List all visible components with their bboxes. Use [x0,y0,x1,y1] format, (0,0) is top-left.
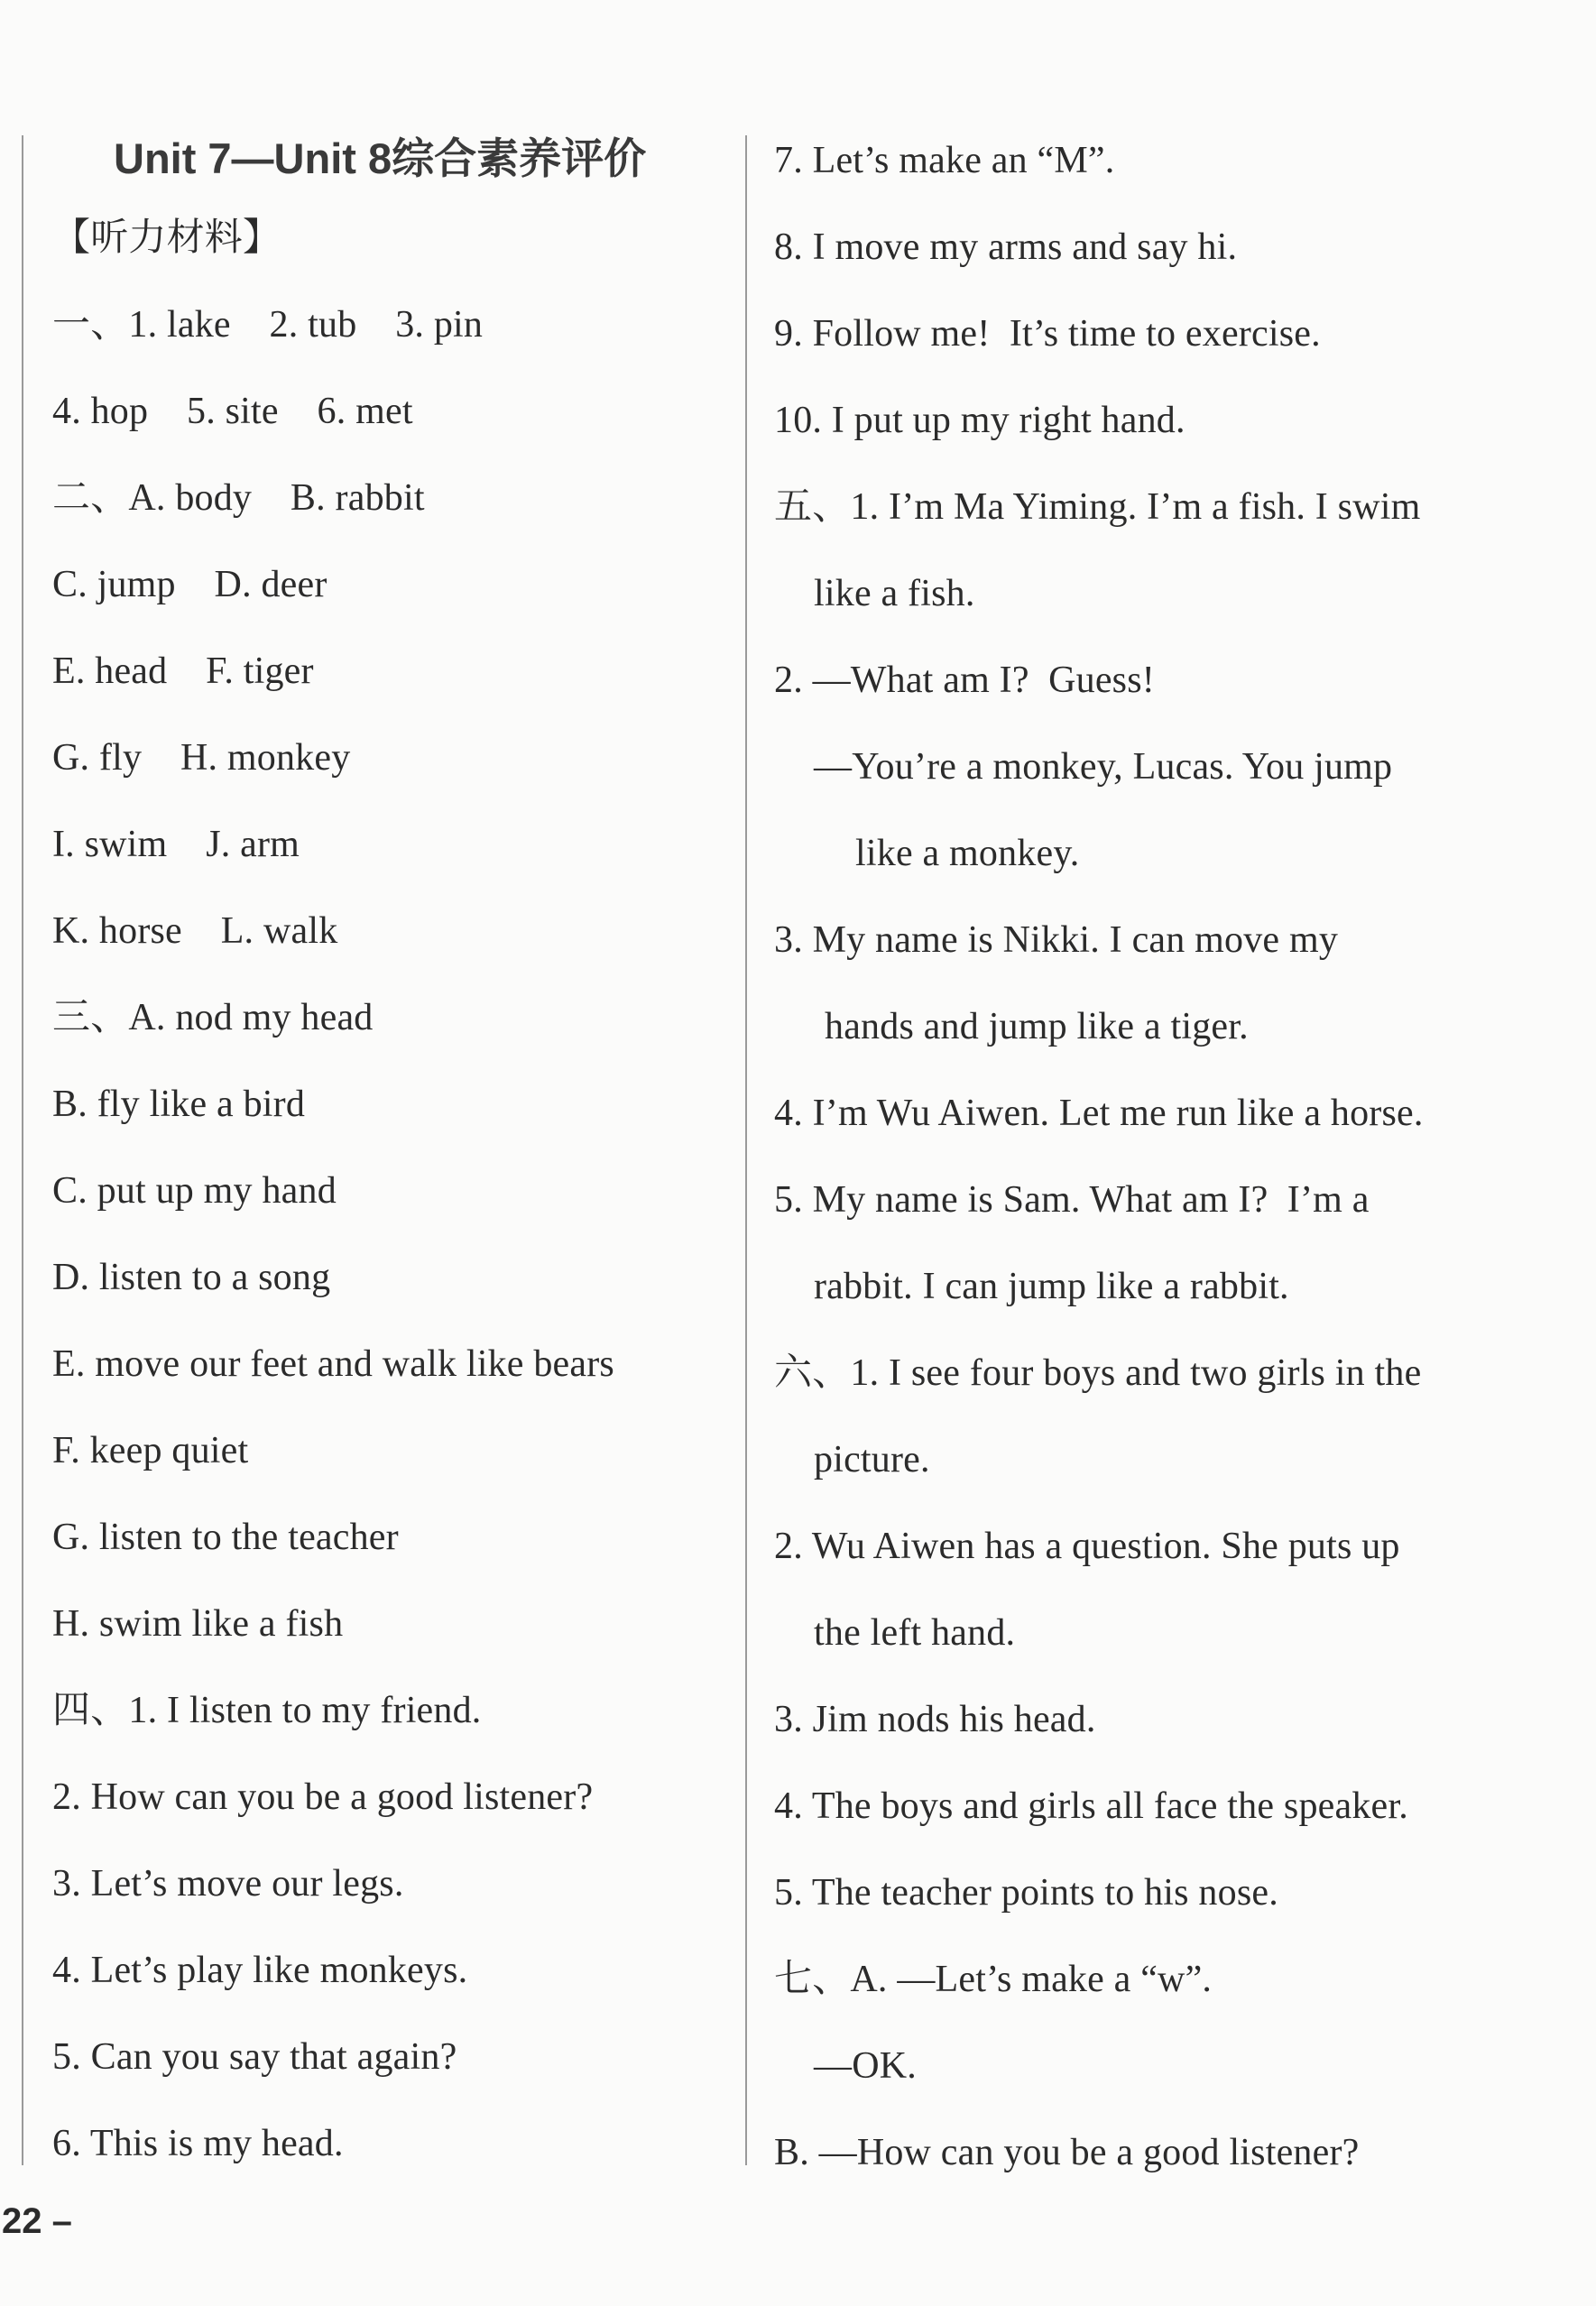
text-line: 2. —What am I? Guess! [774,660,1155,701]
text-line: 五、1. I’m Ma Yiming. I’m a fish. I swim [774,486,1421,528]
text-line: E. head F. tiger [52,650,314,692]
text-line: F. keep quiet [52,1430,249,1471]
text-line: hands and jump like a tiger. [825,1006,1249,1047]
column-divider [745,135,747,2165]
page-number: 22 – [2,2201,72,2241]
text-line: 6. This is my head. [52,2123,344,2164]
text-line: 3. Jim nods his head. [774,1699,1096,1740]
text-line: H. swim like a fish [52,1603,344,1645]
text-line: 5. The teacher points to his nose. [774,1872,1278,1914]
text-line: picture. [814,1439,930,1480]
text-line: 六、1. I see four boys and two girls in the [774,1352,1422,1394]
text-line: C. jump D. deer [52,564,328,605]
text-line: B. fly like a bird [52,1084,306,1125]
text-line: 5. My name is Sam. What am I? I’m a [774,1179,1370,1221]
text-line: 9. Follow me! It’s time to exercise. [774,313,1321,355]
text-line: 一、1. lake 2. tub 3. pin [52,304,484,346]
left-column [52,126,738,2187]
text-line: G. listen to the teacher [52,1517,399,1558]
text-line: 2. Wu Aiwen has a question. She puts up [774,1526,1400,1567]
text-line: 三、A. nod my head [52,997,374,1038]
text-line: C. put up my hand [52,1170,337,1212]
text-line: 二、A. body B. rabbit [52,477,425,519]
text-line: rabbit. I can jump like a rabbit. [814,1266,1289,1307]
text-line: 10. I put up my right hand. [774,400,1185,441]
page-title: Unit 7—Unit 8综合素养评价 [114,134,647,182]
text-line: —OK. [814,2045,917,2087]
text-line: 4. Let’s play like monkeys. [52,1950,468,1991]
text-line: 四、1. I listen to my friend. [52,1690,482,1731]
text-line: 8. I move my arms and say hi. [774,226,1238,268]
text-line: 3. Let’s move our legs. [52,1863,404,1905]
right-column [774,117,1460,2196]
text-line: 4. I’m Wu Aiwen. Let me run like a horse. [774,1093,1424,1134]
text-line: B. —How can you be a good listener? [774,2132,1360,2173]
text-line: 4. hop 5. site 6. met [52,391,413,432]
text-line: 2. How can you be a good listener? [52,1776,594,1818]
text-line: I. swim J. arm [52,824,300,865]
text-line: 3. My name is Nikki. I can move my [774,919,1339,961]
text-line: the left hand. [814,1612,1016,1654]
left-margin-rule [22,135,23,2165]
text-line: G. fly H. monkey [52,737,351,779]
text-line: K. horse L. walk [52,910,338,952]
text-line: like a monkey. [855,833,1080,874]
section-heading: 【听力材料】 [52,217,281,259]
text-line: 4. The boys and girls all face the speaker. [774,1785,1408,1827]
text-line: 7. Let’s make an “M”. [774,140,1115,181]
text-line: —You’re a monkey, Lucas. You jump [814,746,1393,788]
text-line: D. listen to a song [52,1257,331,1298]
text-line: 七、A. —Let’s make a “w”. [774,1959,1213,2000]
text-line: E. move our feet and walk like bears [52,1343,614,1385]
text-line: like a fish. [814,573,975,614]
text-line: 5. Can you say that again? [52,2036,457,2078]
